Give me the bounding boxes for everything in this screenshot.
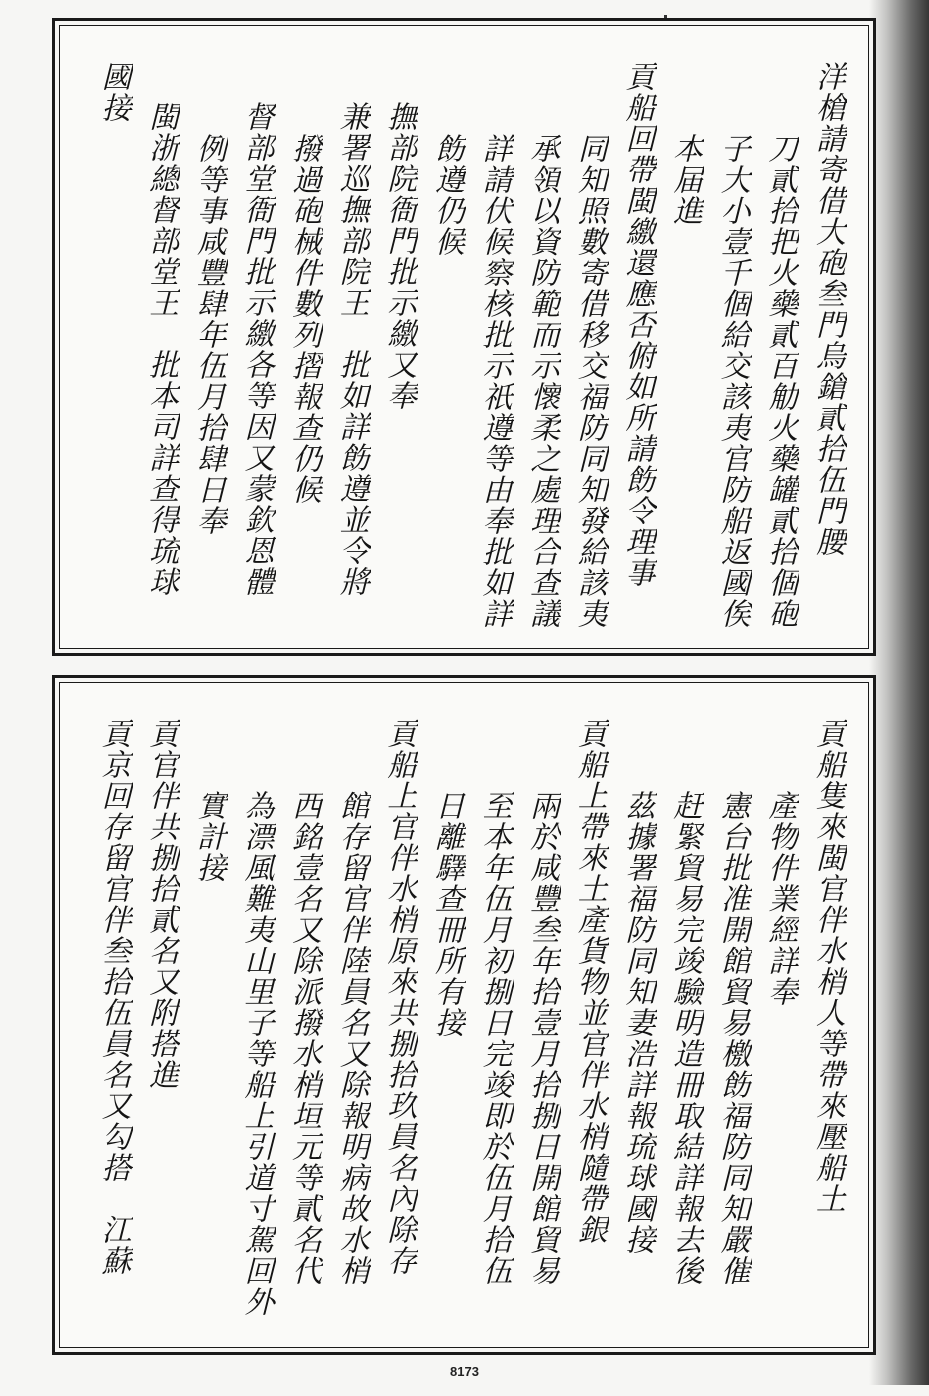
text-column: 洋槍請寄借大砲叁門烏鎗貳拾伍門腰 bbox=[810, 61, 845, 557]
top-text-panel bbox=[52, 18, 876, 656]
text-column: 茲據署福防同知妻浩詳報琉球國接 bbox=[619, 790, 655, 1255]
text-column: 日離驛查冊所有接 bbox=[429, 790, 464, 1038]
text-column: 實計接 bbox=[190, 790, 226, 883]
bottom-columns bbox=[85, 718, 847, 1324]
text-column: 西銘壹名又除派撥水梢垣元等貳名代 bbox=[286, 790, 322, 1286]
text-column: 為漂風難夷山里子等船上引道寸駕回外 bbox=[238, 790, 274, 1317]
text-column: 赶緊貿易完竣驗明造冊取結詳報去後 bbox=[667, 790, 703, 1286]
text-column: 本届進 bbox=[667, 133, 703, 226]
text-column: 同知照數寄借移交福防同知發給該夷 bbox=[571, 133, 607, 629]
text-column: 貢船回帶閩繳還應否俯如所請飭令理事 bbox=[619, 61, 655, 588]
text-column: 兼署巡撫部院王 批如詳飭遵並令將 bbox=[333, 101, 369, 597]
page-number: 8173 bbox=[450, 1364, 479, 1379]
text-column: 撫部院衙門批示繳又奉 bbox=[381, 101, 417, 411]
text-column: 貢京回存留官伴叁拾伍員名又勾搭 江蘇 bbox=[95, 718, 131, 1276]
text-column: 館存留官伴陸員名又除報明病故水梢 bbox=[333, 790, 369, 1286]
text-column: 憲台批准開館貿易檄飭福防同知嚴催 bbox=[714, 790, 750, 1286]
text-column: 刀貳拾把火藥貳百觔火藥罐貳拾個砲 bbox=[762, 133, 798, 629]
text-column: 承領以資防範而示懷柔之處理合查議 bbox=[524, 133, 560, 629]
text-column: 撥過砲械件數列摺報查仍候 bbox=[286, 133, 322, 505]
book-gutter-shadow bbox=[869, 0, 929, 1385]
text-column: 閩浙總督部堂王 批本司詳查得琉球 bbox=[143, 101, 179, 597]
text-column: 貢船上帶來土產貨物並官伴水梢隨帶銀 bbox=[571, 718, 607, 1245]
text-column: 貢官伴共捌拾貳名又附搭進 bbox=[143, 718, 179, 1090]
text-column: 子大小壹千個給交該夷官防船返國俟 bbox=[714, 133, 750, 629]
text-column: 飭遵仍候 bbox=[429, 133, 464, 257]
text-column: 兩於咸豐叁年拾壹月拾捌日開館貿易 bbox=[524, 790, 560, 1286]
text-column: 貢船上官伴水梢原來共捌拾玖員名內除存 bbox=[381, 718, 417, 1276]
top-columns bbox=[85, 61, 847, 629]
text-column: 產物件業經詳奉 bbox=[762, 790, 798, 1007]
text-column: 至本年伍月初捌日完竣即於伍月拾伍 bbox=[476, 790, 512, 1286]
text-column: 例等事咸豐肆年伍月拾肆日奉 bbox=[190, 133, 226, 536]
bottom-text-panel bbox=[52, 675, 876, 1355]
text-column: 詳請伏候察核批示祇遵等由奉批如詳 bbox=[476, 133, 512, 629]
text-column: 貢船隻來閩官伴水梢人等帶來壓船土 bbox=[810, 718, 845, 1214]
text-column: 督部堂衙門批示繳各等因又蒙欽恩體 bbox=[238, 101, 274, 597]
text-column: 國接 bbox=[95, 61, 131, 123]
